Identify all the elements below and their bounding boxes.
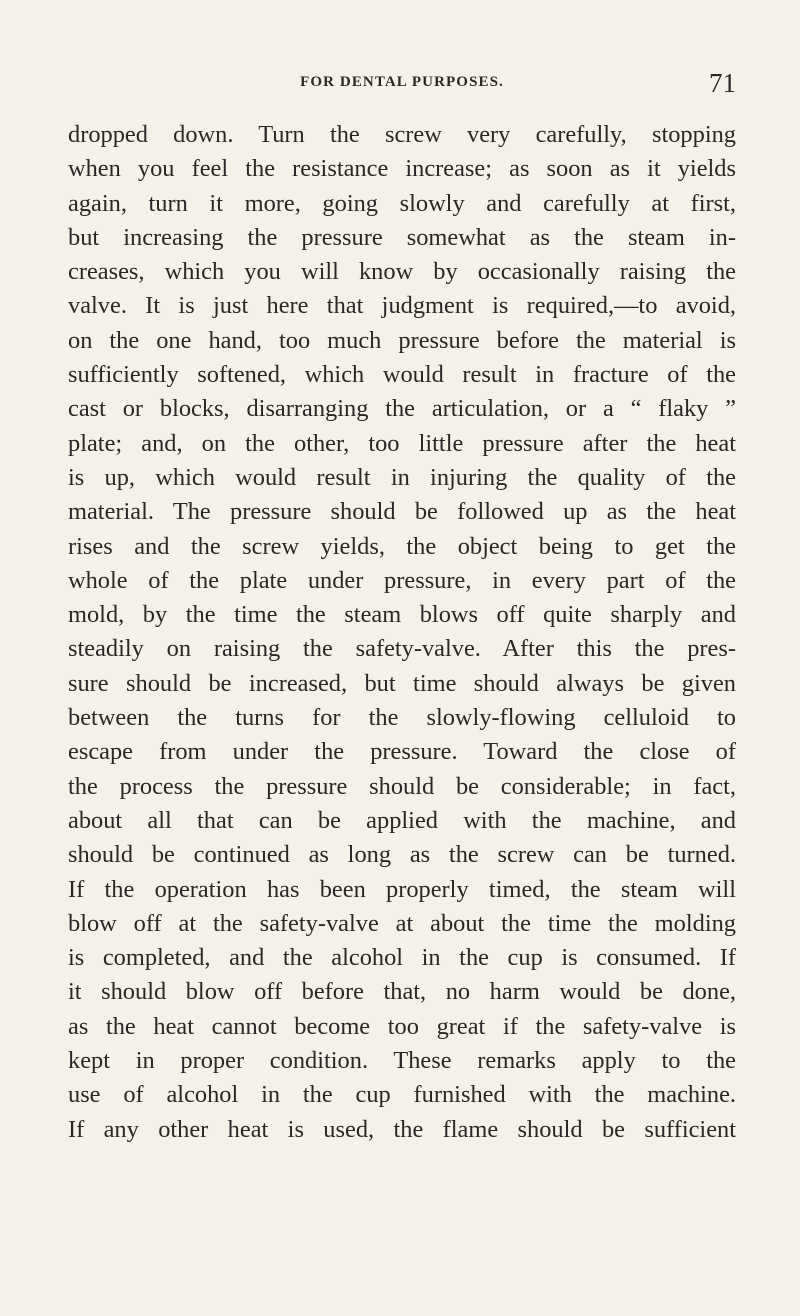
text-line: on the one hand, too much pressure before the material is — [68, 326, 736, 354]
running-head — [68, 70, 736, 106]
text-line: sure should be increased, but time should always be given — [68, 669, 736, 697]
text-line: escape from under the pressure. Toward the close of — [68, 738, 736, 766]
text-line: plate; and, on the other, too little pressure after the heat — [68, 429, 736, 457]
text-line: is up, which would result in injuring the quality of the — [68, 463, 736, 491]
body-text — [68, 118, 736, 1147]
text-line: mold, by the time the steam blows off quite sharply and — [68, 601, 736, 629]
text-line: should be continued as long as the screw can be turned. — [68, 841, 736, 869]
text-line: the process the pressure should be considerable; in fact, — [68, 772, 736, 800]
text-line: valve. It is just here that judgment is required,—to avoid, — [68, 292, 736, 320]
text-line: kept in proper condition. These remarks apply to the — [68, 1047, 736, 1075]
text-line: cast or blocks, disarranging the articulation, or a “ flaky ” — [68, 395, 736, 423]
text-line: steadily on raising the safety-valve. After this the pres- — [68, 635, 736, 663]
text-line: when you feel the resistance increase; as soon as it yields — [68, 155, 736, 183]
text-line: sufficiently softened, which would result in fracture of the — [68, 361, 736, 389]
text-line: again, turn it more, going slowly and carefully at first, — [68, 189, 736, 217]
text-line: rises and the screw yields, the object being to get the — [68, 532, 736, 560]
text-line: If any other heat is used, the flame should be sufficient — [68, 1115, 736, 1143]
text-line: dropped down. Turn the screw very carefully, stopping — [68, 121, 736, 148]
running-head-title: FOR DENTAL PURPOSES. — [300, 74, 504, 90]
text-line: it should blow off before that, no harm would be done, — [68, 978, 736, 1006]
text-line: creases, which you will know by occasionally raising the — [68, 258, 736, 286]
text-line: whole of the plate under pressure, in every part of the — [68, 566, 736, 594]
text-line: If the operation has been properly timed, the steam will — [68, 875, 736, 903]
text-line: as the heat cannot become too great if the safety-valve is — [68, 1012, 736, 1040]
text-line: is completed, and the alcohol in the cup is consumed. If — [68, 944, 736, 972]
text-line: between the turns for the slowly-flowing celluloid to — [68, 704, 736, 732]
text-line: about all that can be applied with the machine, and — [68, 806, 736, 834]
text-line: material. The pressure should be followed up as the heat — [68, 498, 736, 526]
page-number: 71 — [709, 68, 736, 98]
text-line: but increasing the pressure somewhat as the steam in- — [68, 223, 736, 251]
text-line: use of alcohol in the cup furnished with the machine. — [68, 1081, 736, 1109]
text-line: blow off at the safety-valve at about the time the molding — [68, 909, 736, 937]
